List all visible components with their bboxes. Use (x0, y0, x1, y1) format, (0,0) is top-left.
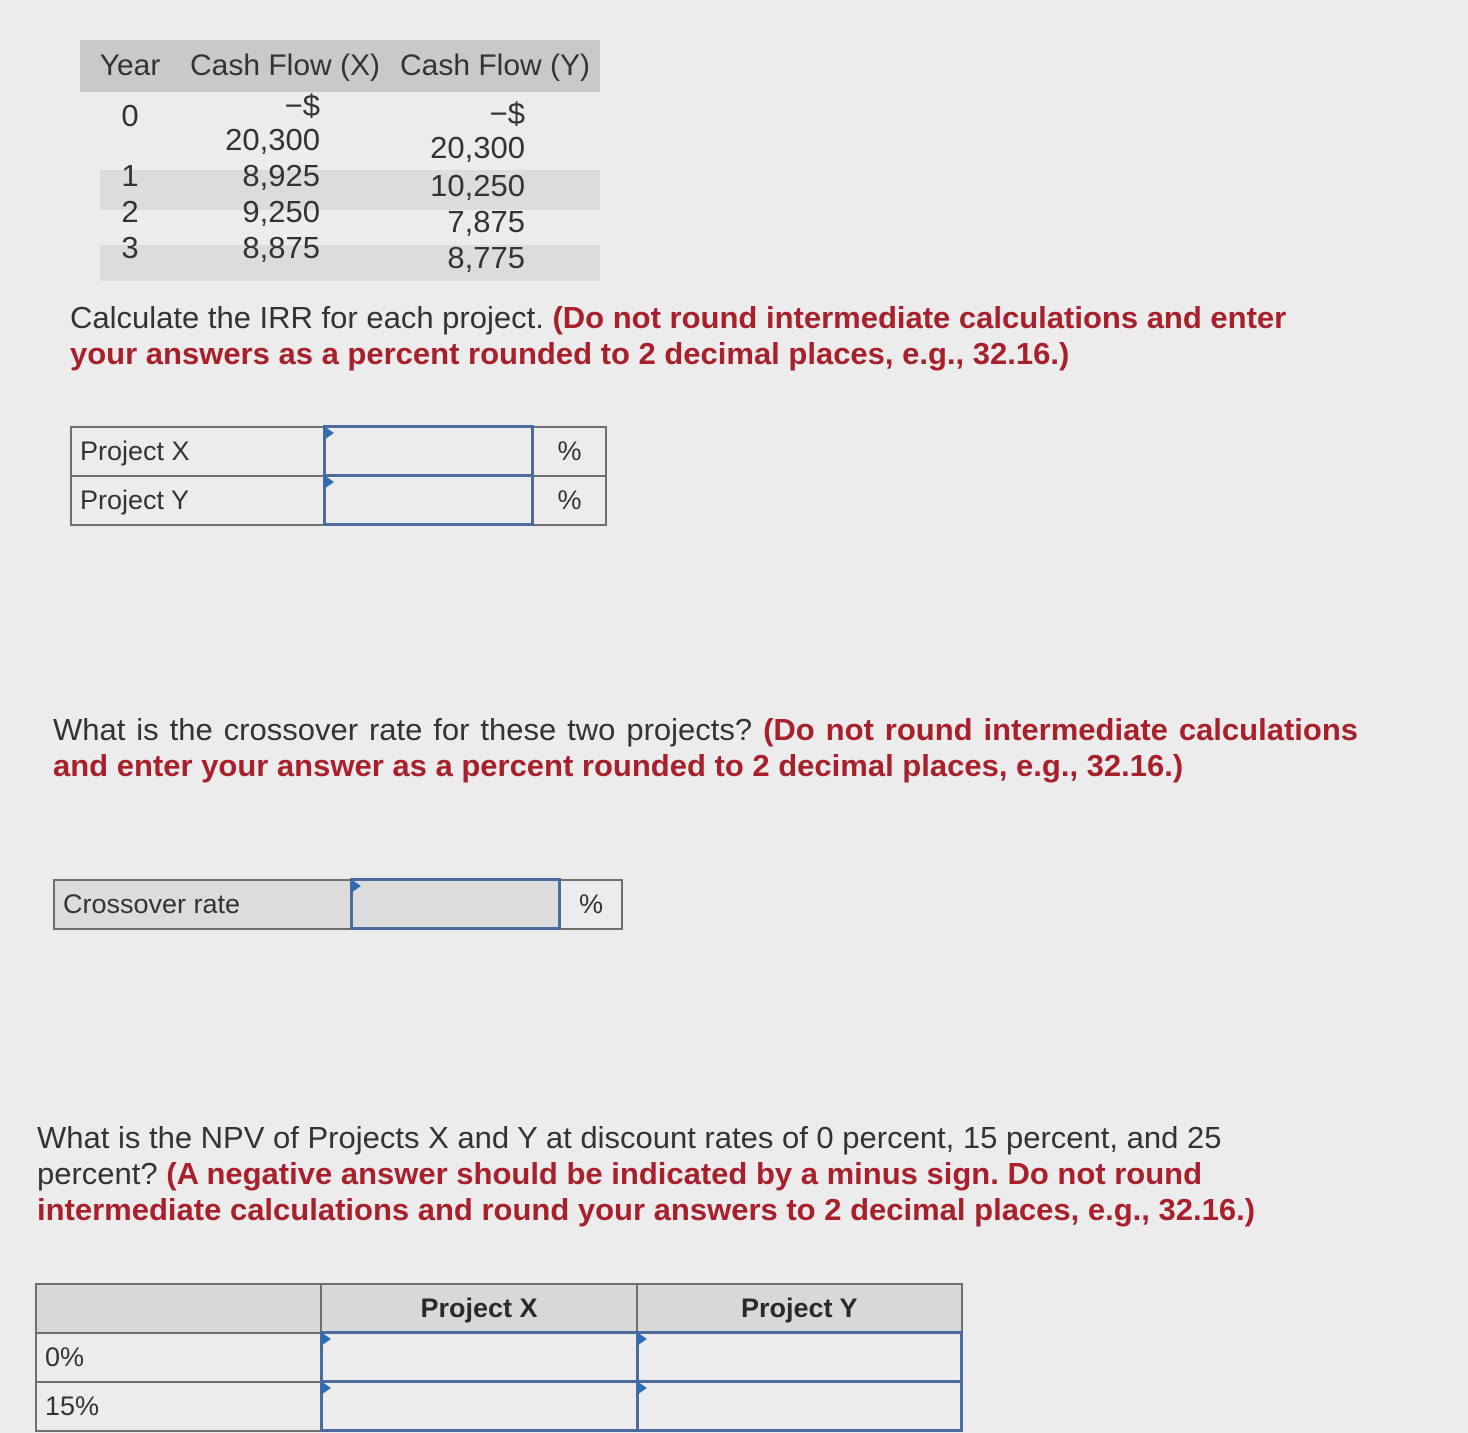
flag-icon (637, 1332, 647, 1346)
npv-y-15-input[interactable] (637, 1382, 962, 1431)
irr-project-y-input[interactable] (325, 476, 533, 525)
cell-y-sign: −$ (489, 96, 525, 131)
crossover-answer-table (53, 878, 623, 930)
table-row (80, 194, 600, 239)
percent-unit: % (560, 880, 623, 929)
npv-answer-table (35, 1283, 963, 1432)
irr-instruction: (Do not round intermediate calculations and enter your answers as a percent rounded to 2 decimal places, e.g., 32.16.) (70, 300, 1287, 371)
header-corner (36, 1284, 321, 1333)
table-row (71, 476, 606, 525)
npv-x-15-field[interactable] (323, 1383, 636, 1429)
crossover-instruction: (Do not round intermediate calculations and enter your answer as a percent rounded to 2 decimal places, e.g., 32.16.) (53, 712, 1358, 783)
table-row (54, 880, 622, 929)
flag-icon (324, 475, 334, 489)
irr-question-text: Calculate the IRR for each project. (70, 300, 544, 335)
cell-x-sign: −$ (284, 88, 320, 123)
table-row (80, 158, 600, 203)
header-project-y: Project Y (637, 1284, 962, 1333)
row-label-crossover-rate: Crossover rate (54, 880, 352, 929)
row-label-project-y: Project Y (71, 476, 325, 525)
npv-question-text: What is the NPV of Projects X and Y at discount rates of 0 percent, 15 percent, and 25 percent? (37, 1120, 1222, 1191)
crossover-rate-field[interactable] (353, 881, 558, 927)
irr-question (70, 300, 1340, 372)
flag-icon (637, 1381, 647, 1395)
header-cash-flow-y: Cash Flow (Y) (399, 49, 591, 82)
crossover-question-text: What is the crossover rate for these two projects? (53, 712, 753, 747)
cell-year: 0 (121, 98, 139, 133)
row-label-rate: 0% (36, 1333, 321, 1382)
irr-project-y-field[interactable] (326, 477, 531, 523)
npv-y-15-field[interactable] (639, 1383, 961, 1429)
cell-x: 20,300 (225, 122, 320, 157)
header-cash-flow-x: Cash Flow (X) (189, 49, 381, 82)
table-row (71, 427, 606, 476)
crossover-rate-input[interactable] (352, 880, 560, 929)
cell-x: 8,875 (242, 230, 320, 265)
cash-flow-table (80, 40, 600, 275)
npv-y-0-input[interactable] (637, 1333, 962, 1382)
cell-x: 9,250 (242, 194, 320, 229)
flag-icon (321, 1381, 331, 1395)
flag-icon (351, 879, 361, 893)
flag-icon (321, 1332, 331, 1346)
npv-x-0-field[interactable] (323, 1334, 636, 1380)
cell-year: 3 (121, 230, 139, 265)
cell-y: 7,875 (447, 204, 525, 239)
npv-x-0-input[interactable] (321, 1333, 637, 1382)
npv-y-0-field[interactable] (639, 1334, 961, 1380)
table-row (80, 230, 600, 275)
irr-answer-table (70, 425, 607, 526)
npv-question (37, 1120, 1307, 1228)
row-label-rate: 15% (36, 1382, 321, 1431)
percent-unit: % (533, 476, 607, 525)
cell-y: 8,775 (447, 240, 525, 275)
table-row (36, 1333, 962, 1382)
cell-year: 1 (121, 158, 139, 193)
table-row (36, 1382, 962, 1431)
npv-instruction: (A negative answer should be indicated by a minus sign. Do not round intermediate calculations and round your answers to 2 decimal places, e.g., 32.16.) (37, 1156, 1256, 1227)
irr-project-x-input[interactable] (325, 427, 533, 476)
irr-project-x-field[interactable] (326, 428, 531, 474)
percent-unit: % (533, 427, 607, 476)
cell-x: 8,925 (242, 158, 320, 193)
cell-y: 20,300 (430, 130, 525, 165)
row-label-project-x: Project X (71, 427, 325, 476)
npv-x-15-input[interactable] (321, 1382, 637, 1431)
crossover-question (53, 712, 1358, 784)
flag-icon (324, 426, 334, 440)
table-row (36, 1284, 962, 1333)
header-project-x: Project X (321, 1284, 637, 1333)
header-year: Year (99, 49, 161, 82)
cell-year: 2 (121, 194, 139, 229)
cash-flow-header (80, 40, 600, 92)
cell-y: 10,250 (430, 168, 525, 203)
